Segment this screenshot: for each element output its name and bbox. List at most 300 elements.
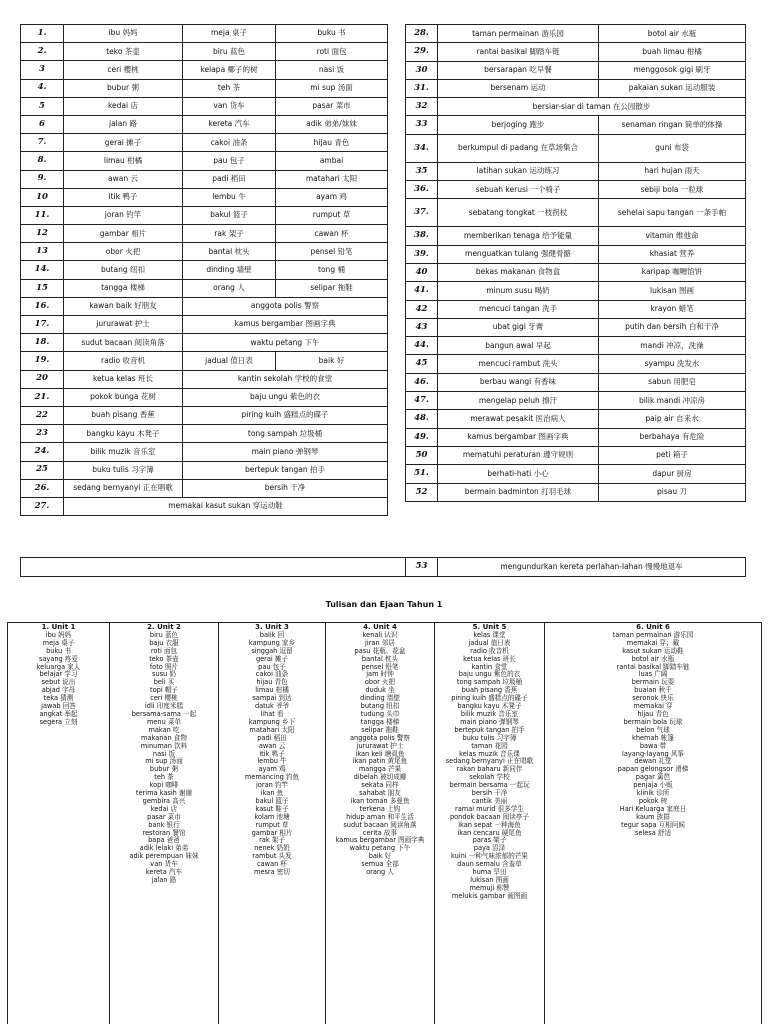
row-number: 35 xyxy=(406,162,438,180)
vocab-cell: biru 蓝色 xyxy=(183,43,276,61)
table-row xyxy=(21,170,388,188)
unit-word: bank 银行 xyxy=(148,820,180,829)
unit-word: penjaja 小贩 xyxy=(633,781,673,790)
row-number: 42 xyxy=(406,300,438,318)
unit-word: baju ungu 紫色的衣 xyxy=(458,670,521,679)
unit-word: jalan 路 xyxy=(151,876,177,884)
table-row xyxy=(21,188,388,206)
unit-word: pau 包子 xyxy=(258,662,286,671)
vocab-cell: mengelap peluh 擦汗 xyxy=(438,392,599,410)
vocab-cell: bakul 篮子 xyxy=(183,206,276,224)
vocab-cell: joran 钓竿 xyxy=(64,206,183,224)
table-row xyxy=(406,98,746,116)
table-row xyxy=(406,355,746,373)
unit-word: bermain bersama 一起玩 xyxy=(449,781,530,790)
vocab-cell: butang 纽扣 xyxy=(64,261,183,279)
vocab-cell: bilik muzik 音乐室 xyxy=(64,443,183,461)
vocab-cell: buku tulis 习字簿 xyxy=(64,461,183,479)
table-row xyxy=(21,443,388,461)
row-number: 48. xyxy=(406,410,438,428)
table-row xyxy=(406,263,746,281)
vocab-cell: berbahaya 有危险 xyxy=(599,428,746,446)
table-row xyxy=(21,497,388,515)
unit-word: paras 架子 xyxy=(472,836,507,845)
unit-column xyxy=(435,623,545,1024)
unit-word: restoran 餐馆 xyxy=(142,828,186,837)
row-number: 15 xyxy=(21,279,64,297)
vocab-cell: bertepuk tangan 拍手 xyxy=(183,461,388,479)
row-number: 16. xyxy=(21,297,64,315)
unit-word: rambut 头发 xyxy=(252,852,292,861)
unit-word: teka 猜测 xyxy=(43,694,74,703)
unit-word: makanan 食物 xyxy=(141,733,187,742)
row-number: 49. xyxy=(406,428,438,446)
table-row xyxy=(406,245,746,263)
table-row xyxy=(406,116,746,134)
unit-word: dinding 墙壁 xyxy=(360,694,400,703)
table-row xyxy=(21,406,388,424)
row-number: 38. xyxy=(406,227,438,245)
vocab-cell: hari hujan 雨天 xyxy=(599,162,746,180)
unit-word: beli 买 xyxy=(153,678,175,687)
unit-word: ikan 鱼 xyxy=(260,789,284,798)
unit-word: daun semalu 含羞草 xyxy=(457,860,522,869)
table-row xyxy=(21,425,388,443)
unit-word: seronok 快乐 xyxy=(632,694,674,703)
vocab-cell: buah limau 柑橘 xyxy=(599,43,746,61)
unit-word: memakai 穿；戴 xyxy=(626,638,680,647)
vocab-cell: ibu 妈妈 xyxy=(64,25,183,43)
unit-column xyxy=(8,623,110,1024)
unit-title: 4. Unit 4 xyxy=(363,623,397,631)
unit-word: ikan keli 塘虱鱼 xyxy=(355,749,405,758)
unit-word: pondok bacaan 阅读亭子 xyxy=(449,812,530,821)
unit-word: hijau 青色 xyxy=(256,678,288,687)
row-number: 31. xyxy=(406,79,438,97)
vocab-cell: ketua kelas 班长 xyxy=(64,370,183,388)
unit-word: angkat 举起 xyxy=(39,709,78,718)
unit-word: kelas muzik 音乐课 xyxy=(459,749,520,758)
vocab-cell: kedai 店 xyxy=(64,97,183,115)
unit-word: ibu 妈妈 xyxy=(45,630,72,639)
table-row xyxy=(406,337,746,355)
unit-word: tegur sapa 互相问候 xyxy=(621,820,685,829)
unit-word: balik 回 xyxy=(259,630,285,639)
vocab-cell: ceri 樱桃 xyxy=(64,61,183,79)
unit-word: idli 印度米糕 xyxy=(144,702,184,711)
unit-column xyxy=(219,623,326,1024)
unit-word: padi 稻田 xyxy=(257,733,287,742)
vocab-cell: karipap 咖喱馅饼 xyxy=(599,263,746,281)
table-row xyxy=(406,134,746,162)
unit-word: ketua kelas 班长 xyxy=(463,654,516,663)
table-row xyxy=(21,115,388,133)
unit-word: cantik 美丽 xyxy=(471,796,508,805)
vocab-cell: teh 茶 xyxy=(183,79,276,97)
unit-word: taman permainan 游乐园 xyxy=(612,630,694,639)
vocab-cell: mengundurkan kereta perlahan-lahan 慢慢地退车 xyxy=(438,558,746,577)
row-number: 44. xyxy=(406,337,438,355)
unit-word: joran 钓竿 xyxy=(255,781,289,790)
unit-word: bersih 干净 xyxy=(471,789,508,798)
vocab-cell: buah pisang 香蕉 xyxy=(64,406,183,424)
vocab-cell: latihan sukan 运动练习 xyxy=(438,162,599,180)
row-number: 22 xyxy=(21,406,64,424)
unit-word: duduk 坐 xyxy=(365,686,395,695)
unit-word: minuman 饮料 xyxy=(140,741,188,750)
vocab-cell: cawan 杯 xyxy=(276,225,388,243)
unit-word: cawan 杯 xyxy=(257,860,287,869)
row-number: 37. xyxy=(406,199,438,227)
unit-word: keluarga 家人 xyxy=(36,662,81,671)
unit-word: ramai murid 很多学生 xyxy=(455,804,524,813)
table-row xyxy=(21,388,388,406)
vocab-cell: taman permainan 游乐园 xyxy=(438,25,599,43)
unit-word: rumput 草 xyxy=(255,820,289,829)
unit-word: kampung 家乡 xyxy=(248,638,296,647)
unit-word: buku 书 xyxy=(46,646,71,655)
row-number: 19. xyxy=(21,352,64,370)
unit-word: buah pisang 香蕉 xyxy=(461,686,518,695)
unit-word: kampung 乡下 xyxy=(248,717,296,726)
row-number: 28. xyxy=(406,25,438,43)
vocab-cell: tangga 楼梯 xyxy=(64,279,183,297)
vocab-cell: kawan baik 好朋友 xyxy=(64,297,183,315)
unit-title: 6. Unit 6 xyxy=(636,623,670,631)
unit-word: bantal 枕头 xyxy=(361,654,399,663)
unit-word: gembira 高兴 xyxy=(142,796,186,805)
unit-word: sedang bernyanyi 正在唱歌 xyxy=(445,757,534,766)
row-number: 29. xyxy=(406,43,438,61)
table-row xyxy=(406,79,746,97)
vocab-cell: matahari 太阳 xyxy=(276,170,388,188)
unit-word: pasu 花瓶、花盆 xyxy=(354,646,406,655)
row-number: 33 xyxy=(406,116,438,134)
row-number: 17. xyxy=(21,316,64,334)
unit-word: waktu petang 下午 xyxy=(349,844,411,853)
vocab-cell: bersenam 运动 xyxy=(438,79,599,97)
vocab-cell: baju ungu 紫色的衣 xyxy=(183,388,388,406)
unit-word: melukis gambar 画图画 xyxy=(451,891,528,900)
unit-word: luas 广阔 xyxy=(638,670,668,679)
unit-word: kenali 认识 xyxy=(362,630,398,639)
unit-word: cerita 故事 xyxy=(362,828,398,837)
unit-word: itik 鸭子 xyxy=(259,749,285,758)
table-row xyxy=(406,318,746,336)
unit-word: sekata 同样 xyxy=(361,781,399,790)
unit-word: jururawat 护士 xyxy=(356,741,404,750)
unit-word: bangku kayu 木凳子 xyxy=(457,702,522,711)
unit-word: selesa 舒适 xyxy=(634,828,672,837)
unit-word: butang 纽扣 xyxy=(360,702,400,711)
row-number: 7. xyxy=(21,134,64,152)
vocab-cell: peti 箱子 xyxy=(599,446,746,464)
unit-word: kelas 课堂 xyxy=(473,630,506,639)
table-row xyxy=(21,334,388,352)
unit-word: selipar 拖鞋 xyxy=(361,725,399,734)
unit-word: menu 菜单 xyxy=(146,717,182,726)
vocab-cell: lukisan 图画 xyxy=(599,282,746,300)
unit-word: klinik 诊所 xyxy=(636,789,670,798)
table-row xyxy=(21,558,746,577)
unit-word: terkena 上钩 xyxy=(359,804,401,813)
unit-word: khemah 帐篷 xyxy=(632,733,674,742)
unit-word: bapa 爸爸 xyxy=(148,836,180,845)
vocab-cell: radio 收音机 xyxy=(64,352,183,370)
row-number: 45 xyxy=(406,355,438,373)
vocab-cell: rantai basikal 脚踏车链 xyxy=(438,43,599,61)
table-row xyxy=(406,300,746,318)
row-number: 32 xyxy=(406,98,438,116)
table-row xyxy=(21,25,388,43)
unit-word: topi 帽子 xyxy=(150,686,178,695)
unit-word: mangga 芒果 xyxy=(358,765,402,774)
unit-word: biru 蓝色 xyxy=(149,630,179,639)
vocab-cell: van 货车 xyxy=(183,97,276,115)
vocab-cell: awan 云 xyxy=(64,170,183,188)
vocab-cell: jururawat 护士 xyxy=(64,316,183,334)
vocab-cell: teko 茶壶 xyxy=(64,43,183,61)
vocab-cell: cakoi 油条 xyxy=(183,134,276,152)
vocab-cell: putih dan bersih 白和干净 xyxy=(599,318,746,336)
unit-word: kantin 食堂 xyxy=(471,662,508,671)
table-row xyxy=(21,261,388,279)
unit-word: sudut bacaan 阅读角落 xyxy=(343,820,417,829)
row-number: 24. xyxy=(21,443,64,461)
unit-word: lembu 牛 xyxy=(257,757,287,766)
vocab-cell: paip air 自来水 xyxy=(599,410,746,428)
units-table xyxy=(7,622,762,1024)
unit-word: huma 旱田 xyxy=(472,868,507,877)
unit-word: pasar 菜市 xyxy=(147,812,181,821)
table-row xyxy=(406,162,746,180)
unit-word: bakul 篮子 xyxy=(255,796,289,805)
table-row xyxy=(21,316,388,334)
unit-word: datuk 爷爷 xyxy=(254,702,290,711)
vocab-cell: pokok bunga 花树 xyxy=(64,388,183,406)
unit-word: baik 好 xyxy=(368,852,392,861)
row-number: 5 xyxy=(21,97,64,115)
table-row xyxy=(406,446,746,464)
unit-word: pokok 树 xyxy=(638,796,668,805)
vocab-cell: krayon 蜡笔 xyxy=(599,300,746,318)
row-number: 21. xyxy=(21,388,64,406)
vocab-cell: pakaian sukan 运动服装 xyxy=(599,79,746,97)
unit-word: taman 花园 xyxy=(471,741,508,750)
table-row xyxy=(21,43,388,61)
unit-word: jawab 回答 xyxy=(41,702,76,711)
unit-word: papan gelongsor 滑梯 xyxy=(617,765,689,774)
table-row xyxy=(406,428,746,446)
table-row xyxy=(21,225,388,243)
vocab-cell: mematuhi peraturan 遵守规则 xyxy=(438,446,599,464)
vocab-cell: bilik mandi 冲凉房 xyxy=(599,392,746,410)
row-number: 27. xyxy=(21,497,64,515)
row-number: 51. xyxy=(406,465,438,483)
unit-word: kaum 族群 xyxy=(636,812,670,821)
vocab-cell: menggosok gigi 刷牙 xyxy=(599,61,746,79)
row-number: 50 xyxy=(406,446,438,464)
vocab-cell: sudut bacaan 阅读角落 xyxy=(64,334,183,352)
vocab-cell: nasi 饭 xyxy=(276,61,388,79)
unit-word: buku tulis 习字簿 xyxy=(462,733,517,742)
unit-word: memakai 穿 xyxy=(633,702,673,711)
unit-word: bersama-sama 一起 xyxy=(131,709,197,718)
vocab-cell: berhati-hati 小心 xyxy=(438,465,599,483)
unit-word: pagar 篱笆 xyxy=(635,773,671,782)
unit-word: buaian 秋千 xyxy=(634,686,672,695)
unit-word: baju 衣服 xyxy=(149,638,179,647)
vocab-cell: minum susu 喝奶 xyxy=(438,282,599,300)
table-row xyxy=(406,465,746,483)
unit-title: 2. Unit 2 xyxy=(147,623,181,631)
row-number: 2. xyxy=(21,43,64,61)
row-number: 11. xyxy=(21,206,64,224)
unit-column xyxy=(326,623,435,1024)
vocab-cell: bangku kayu 木凳子 xyxy=(64,425,183,443)
unit-word: kopi 咖啡 xyxy=(149,781,179,790)
vocab-cell: piring kuih 盛糕点的碟子 xyxy=(183,406,388,424)
unit-word: teh 茶 xyxy=(154,773,174,782)
unit-word: adik lelaki 弟弟 xyxy=(139,844,189,853)
vocab-cell: bekas makanan 食物盒 xyxy=(438,263,599,281)
table-row xyxy=(21,370,388,388)
vocab-cell: khasiat 营养 xyxy=(599,245,746,263)
unit-word: tangga 楼梯 xyxy=(360,717,400,726)
table-row xyxy=(21,479,388,497)
vocab-cell: bubur 粥 xyxy=(64,79,183,97)
unit-word: kasut sukan 运动鞋 xyxy=(622,646,684,655)
vocab-cell: buku 书 xyxy=(276,25,388,43)
unit-word: obor 火把 xyxy=(364,678,396,687)
vocab-cell: meja 桌子 xyxy=(183,25,276,43)
unit-word: terima kasih 谢谢 xyxy=(135,789,193,798)
vocab-cell: rak 架子 xyxy=(183,225,276,243)
unit-word: bermain 玩耍 xyxy=(631,678,675,687)
unit-word: limau 柑橘 xyxy=(255,686,289,695)
vocab-cell: bersih 干净 xyxy=(183,479,388,497)
vocab-cell: sebuah kerusi 一个椅子 xyxy=(438,181,599,199)
table-row xyxy=(406,25,746,43)
unit-word: ikan toman 多曼鱼 xyxy=(350,796,410,805)
vocab-cell: orang 人 xyxy=(183,279,276,297)
unit-word: kedai 店 xyxy=(150,804,178,813)
unit-word: dibelah 被切成瓣 xyxy=(353,773,407,782)
unit-word: teko 茶壶 xyxy=(149,654,179,663)
vocab-cell: mandi 冲凉，洗澡 xyxy=(599,337,746,355)
unit-word: botol air 水瓶 xyxy=(631,654,675,663)
vocab-cell: bermain badminton 打羽毛球 xyxy=(438,483,599,501)
unit-word: segera 立刻 xyxy=(39,717,78,726)
vocab-cell: kereta 汽车 xyxy=(183,115,276,133)
unit-word: hijau 青色 xyxy=(637,709,669,718)
vocab-cell: itik 鸭子 xyxy=(64,188,183,206)
vocab-cell: kamus bergambar 图画字典 xyxy=(438,428,599,446)
vocab-cell: syampu 洗发水 xyxy=(599,355,746,373)
vocab-cell: merawat pesakit 医治病人 xyxy=(438,410,599,428)
vocab-cell: bantal 枕头 xyxy=(183,243,276,261)
table-row xyxy=(21,97,388,115)
vocab-cell: gerai 摊子 xyxy=(64,134,183,152)
unit-word: gerai 摊子 xyxy=(255,654,289,663)
unit-word: van 货车 xyxy=(150,860,178,869)
vocab-cell: bersiar-siar di taman 在公园散步 xyxy=(438,98,746,116)
row-number: 52 xyxy=(406,483,438,501)
unit-word: mesra 密切 xyxy=(254,868,290,877)
unit-word: roti 面包 xyxy=(150,646,178,655)
vocab-cell: baik 好 xyxy=(276,352,388,370)
vocab-cell: pasar 菜市 xyxy=(276,97,388,115)
unit-word: abjad 字母 xyxy=(41,686,76,695)
row-number: 3 xyxy=(21,61,64,79)
table-row xyxy=(406,282,746,300)
vocab-cell: lembu 牛 xyxy=(183,188,276,206)
vocab-cell: kantin sekolah 学校的食堂 xyxy=(183,370,388,388)
unit-word: main piano 弹钢琴 xyxy=(460,717,519,726)
vocab-cell: dinding 墙壁 xyxy=(183,261,276,279)
row-number: 14. xyxy=(21,261,64,279)
unit-title: 1. Unit 1 xyxy=(41,623,76,631)
unit-word: jadual 值日表 xyxy=(468,638,511,647)
vocab-cell: jadual 值日表 xyxy=(183,352,276,370)
row-number: 36. xyxy=(406,181,438,199)
row-number: 9. xyxy=(21,170,64,188)
table-row xyxy=(406,392,746,410)
unit-word: radio 收音机 xyxy=(470,646,509,655)
vocab-cell: menguatkan tulang 强健骨骼 xyxy=(438,245,599,263)
row-number: 39. xyxy=(406,245,438,263)
unit-word: bilik muzik 音乐室 xyxy=(460,709,519,718)
vocab-cell: bersarapan 吃早餐 xyxy=(438,61,599,79)
vocab-cell: sebatang tongkat 一枝拐杖 xyxy=(438,199,599,227)
unit-word: bertepuk tangan 拍手 xyxy=(454,725,525,734)
unit-word: paya 沼泽 xyxy=(473,844,506,853)
unit-word: dewan 礼堂 xyxy=(634,757,672,766)
table-row xyxy=(406,199,746,227)
vocab-cell: guni 布袋 xyxy=(599,134,746,162)
table-row xyxy=(21,243,388,261)
unit-word: lukisan 图画 xyxy=(470,876,509,884)
vocab-cell: roti 面包 xyxy=(276,43,388,61)
unit-word: piring kuih 盛糕点的碟子 xyxy=(451,694,528,703)
unit-word: semua 全部 xyxy=(361,860,399,869)
unit-word: susu 奶 xyxy=(152,670,176,679)
vocab-cell: memakai kasut sukan 穿运动鞋 xyxy=(64,497,388,515)
unit-word: tong sampah 垃圾桶 xyxy=(456,678,523,687)
vocab-cell: mencuci rambut 洗头 xyxy=(438,355,599,373)
row-number: 1. xyxy=(21,25,64,43)
vocab-cell: berjoging 跑步 xyxy=(438,116,599,134)
vocab-cell: vitamin 维他命 xyxy=(599,227,746,245)
vocab-cell: berbau wangi 有香味 xyxy=(438,373,599,391)
table-row xyxy=(406,373,746,391)
row-number: 13 xyxy=(21,243,64,261)
vocab-cell: sedang bernyanyi 正在唱歌 xyxy=(64,479,183,497)
unit-word: kuini 一种气味浓郁的芒果 xyxy=(450,852,529,861)
vocab-cell: anggota polis 警察 xyxy=(183,297,388,315)
vocab-cell: jalan 路 xyxy=(64,115,183,133)
vocab-cell: main piano 弹钢琴 xyxy=(183,443,388,461)
table-row xyxy=(21,461,388,479)
unit-word: adik perempuan 妹妹 xyxy=(129,852,199,861)
unit-title: 5. Unit 5 xyxy=(472,623,507,631)
table-row xyxy=(21,79,388,97)
row-number: 6 xyxy=(21,115,64,133)
unit-word: awan 云 xyxy=(258,741,286,750)
unit-word: sampai 到达 xyxy=(252,694,292,703)
row-number: 12 xyxy=(21,225,64,243)
unit-word: pensel 铅笔 xyxy=(361,662,399,671)
